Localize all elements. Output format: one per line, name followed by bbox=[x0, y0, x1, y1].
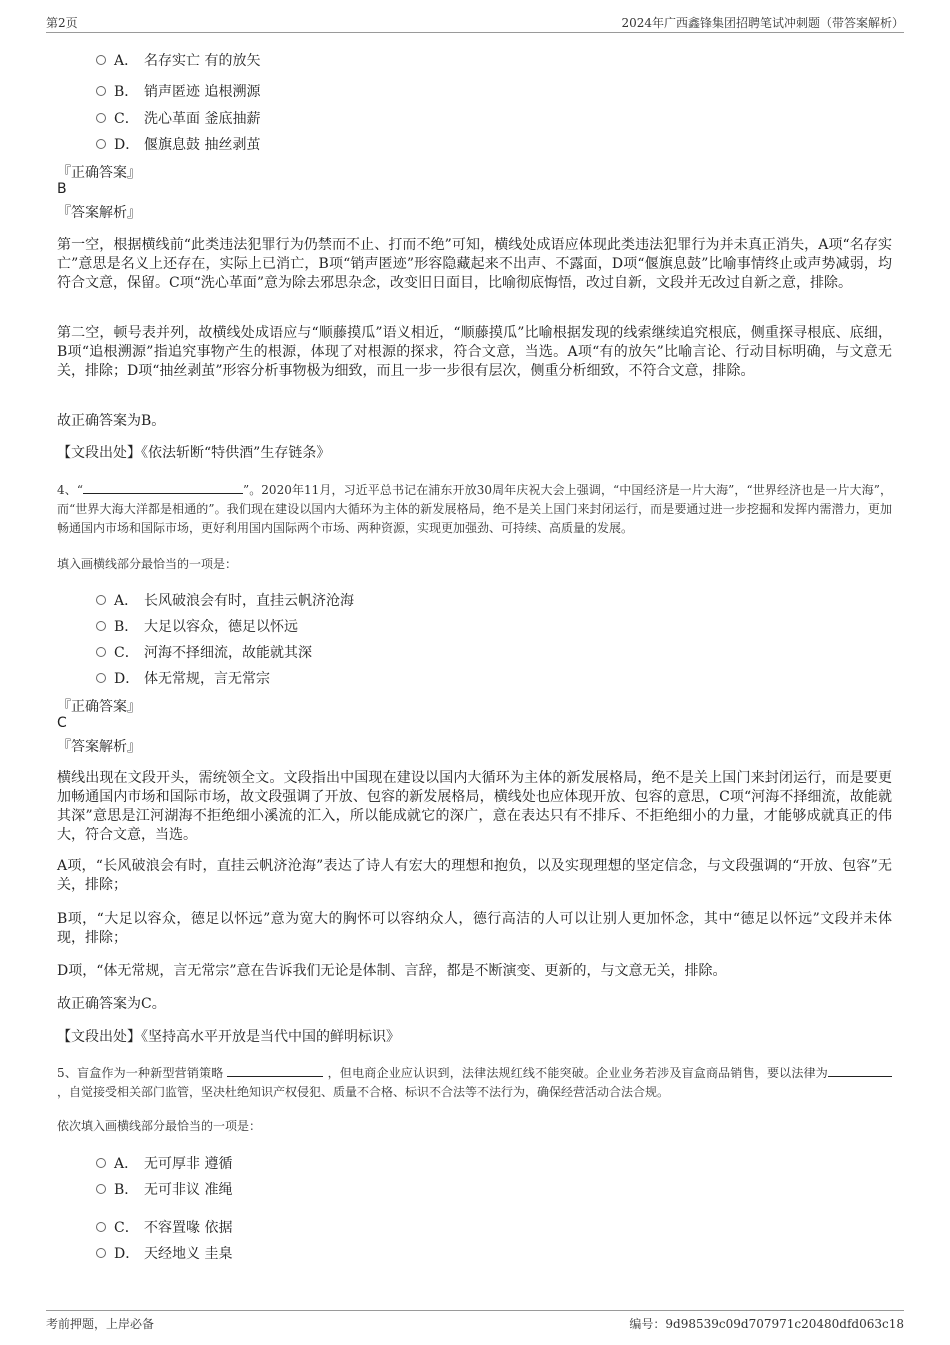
q4-answer-label: 『正确答案』 bbox=[57, 699, 141, 715]
q4-analysis-conclusion: 故正确答案为C。 bbox=[57, 996, 166, 1012]
q3-analysis-conclusion: 故正确答案为B。 bbox=[57, 413, 166, 429]
q5-prompt: 依次填入画横线部分最恰当的一项是： bbox=[57, 1119, 262, 1133]
radio-icon[interactable] bbox=[96, 595, 106, 605]
q3-answer: B bbox=[57, 181, 67, 197]
q5-option-d[interactable]: D． 天经地义 圭臬 bbox=[96, 1243, 232, 1263]
q4-answer: C bbox=[57, 715, 67, 731]
radio-icon[interactable] bbox=[96, 1184, 106, 1194]
fill-blank[interactable] bbox=[828, 1064, 892, 1077]
q4-analysis-p2: A项，“长风破浪会有时，直挂云帆济沧海”表达了诗人有宏大的理想和抱负，以及实现理想的坚定信念，与文段强调的“开放、包容”无关，排除； bbox=[57, 858, 892, 893]
page-header bbox=[46, 14, 904, 33]
radio-icon[interactable] bbox=[96, 647, 106, 657]
radio-icon[interactable] bbox=[96, 1248, 106, 1258]
q3-analysis-p2: 第二空，顿号表并列，故横线处成语应与“顺藤摸瓜”语义相近，“顺藤摸瓜”比喻根据发现的线索继续追究根底，侧重探寻根底、底细，B项“追根溯源”指追究事物产生的根源，体现了对根源的探求，符合文意，当选。A项“有的放矢”比喻言论、行动目标明确，与文意无关，排除；D项“抽丝剥茧”形容分析事物极为细致，而且一步一步很有层次，侧重分析细致，不符合文意，排除。 bbox=[57, 325, 892, 379]
q4-analysis-p1: 横线出现在文段开头，需统领全文。文段指出中国现在建设以国内大循环为主体的新发展格局，绝不是关上国门来封闭运行，而是要更加畅通国内市场和国际市场，故文段强调了开放、包容的新发展格局，横线处也应体现开放、包容的意思，C项“河海不择细流，故能就其深”意思是江河湖海不拒绝细小溪流的汇入，所以能成就它的深广，意在表达只有不排斥、不拒绝细小的力量，才能够成就真正的伟大，符合文意，当选。 bbox=[57, 770, 892, 843]
page-number: 第2页 bbox=[46, 16, 78, 30]
q3-option-b[interactable]: B． 销声匿迹 追根溯源 bbox=[96, 81, 260, 101]
q4-prompt: 填入画横线部分最恰当的一项是： bbox=[57, 557, 238, 571]
page-footer bbox=[46, 1310, 904, 1333]
q5-option-a[interactable]: A． 无可厚非 遵循 bbox=[96, 1153, 232, 1173]
q3-analysis-label: 『答案解析』 bbox=[57, 205, 141, 221]
footer-slogan: 考前押题，上岸必备 bbox=[46, 1317, 155, 1331]
radio-icon[interactable] bbox=[96, 1222, 106, 1232]
q5-option-c[interactable]: C． 不容置喙 依据 bbox=[96, 1217, 232, 1237]
q4-analysis-p3: B项，“大足以容众，德足以怀远”意为宽大的胸怀可以容纳众人，德行高洁的人可以让别人更加怀念，其中“德足以怀远”文段并未体现，排除； bbox=[57, 911, 892, 946]
q4-analysis-p4: D项，“体无常规，言无常宗”意在告诉我们无论是体制、言辞，都是不断演变、更新的，与文意无关，排除。 bbox=[57, 963, 727, 979]
q3-answer-label: 『正确答案』 bbox=[57, 165, 141, 181]
radio-icon[interactable] bbox=[96, 621, 106, 631]
document-title: 2024年广西鑫锋集团招聘笔试冲刺题（带答案解析） bbox=[621, 16, 904, 30]
radio-icon[interactable] bbox=[96, 86, 106, 96]
radio-icon[interactable] bbox=[96, 139, 106, 149]
q4-option-d[interactable]: D． 体无常规，言无常宗 bbox=[96, 668, 270, 688]
fill-blank[interactable] bbox=[227, 1064, 323, 1077]
q4-source: 【文段出处】《坚持高水平开放是当代中国的鲜明标识》 bbox=[57, 1029, 400, 1045]
q3-option-d[interactable]: D． 偃旗息鼓 抽丝剥茧 bbox=[96, 134, 260, 154]
q4-analysis-label: 『答案解析』 bbox=[57, 739, 141, 755]
radio-icon[interactable] bbox=[96, 55, 106, 65]
radio-icon[interactable] bbox=[96, 113, 106, 123]
q3-source: 【文段出处】《依法斩断“特供酒”生存链条》 bbox=[57, 445, 331, 461]
q4-option-a[interactable]: A． 长风破浪会有时，直挂云帆济沧海 bbox=[96, 590, 354, 610]
q4-stem: 4、“ ”。2020年11月，习近平总书记在浦东开放30周年庆祝大会上强调，“中国经济是一片大海”，“世界经济也是一片大海”，而“世界大海大洋都是相通的”。我们现在建设以国内大循环为主体的新发展格局，绝不是关上国门来封闭运行，而是要通过进一步挖掘和发挥内需潜力，更加畅通国内市场和国际市场，更好利用国内国际两个市场、两种资源，实现更加强劲、可持续、高质量的发展。 bbox=[57, 483, 892, 535]
q5-option-b[interactable]: B． 无可非议 准绳 bbox=[96, 1179, 232, 1199]
q3-option-a[interactable]: A． 名存实亡 有的放矢 bbox=[96, 50, 260, 70]
q5-stem: 5、盲盒作为一种新型营销策略 ，但电商企业应认识到，法律法规红线不能突破。企业业务若涉及盲盒商品销售，要以法律为，自觉接受相关部门监管，坚决杜绝知识产权侵犯、质量不合格、标识不合法等不法行为，确保经营活动合法合规。 bbox=[57, 1064, 892, 1102]
radio-icon[interactable] bbox=[96, 1158, 106, 1168]
q3-analysis-p1: 第一空，根据横线前“此类违法犯罪行为仍禁而不止、打而不绝”可知，横线处成语应体现此类违法犯罪行为并未真正消失，A项“名存实亡”意思是名义上还存在，实际上已消亡，B项“销声匿迹”形容隐藏起来不出声、不露面，D项“偃旗息鼓”比喻事情终止或声势减弱，均符合文意，保留。C项“洗心革面”意为除去邪思杂念，改变旧日面目，比喻彻底悔悟，改过自新，文段并无改过自新之意，排除。 bbox=[57, 237, 892, 291]
fill-blank[interactable] bbox=[83, 481, 243, 494]
q4-option-c[interactable]: C． 河海不择细流，故能就其深 bbox=[96, 642, 312, 662]
radio-icon[interactable] bbox=[96, 673, 106, 683]
q3-option-c[interactable]: C． 洗心革面 釜底抽薪 bbox=[96, 108, 260, 128]
footer-code: 编号：9d98539c09d707971c20480dfd063c18 bbox=[629, 1317, 904, 1331]
q4-option-b[interactable]: B． 大足以容众，德足以怀远 bbox=[96, 616, 298, 636]
